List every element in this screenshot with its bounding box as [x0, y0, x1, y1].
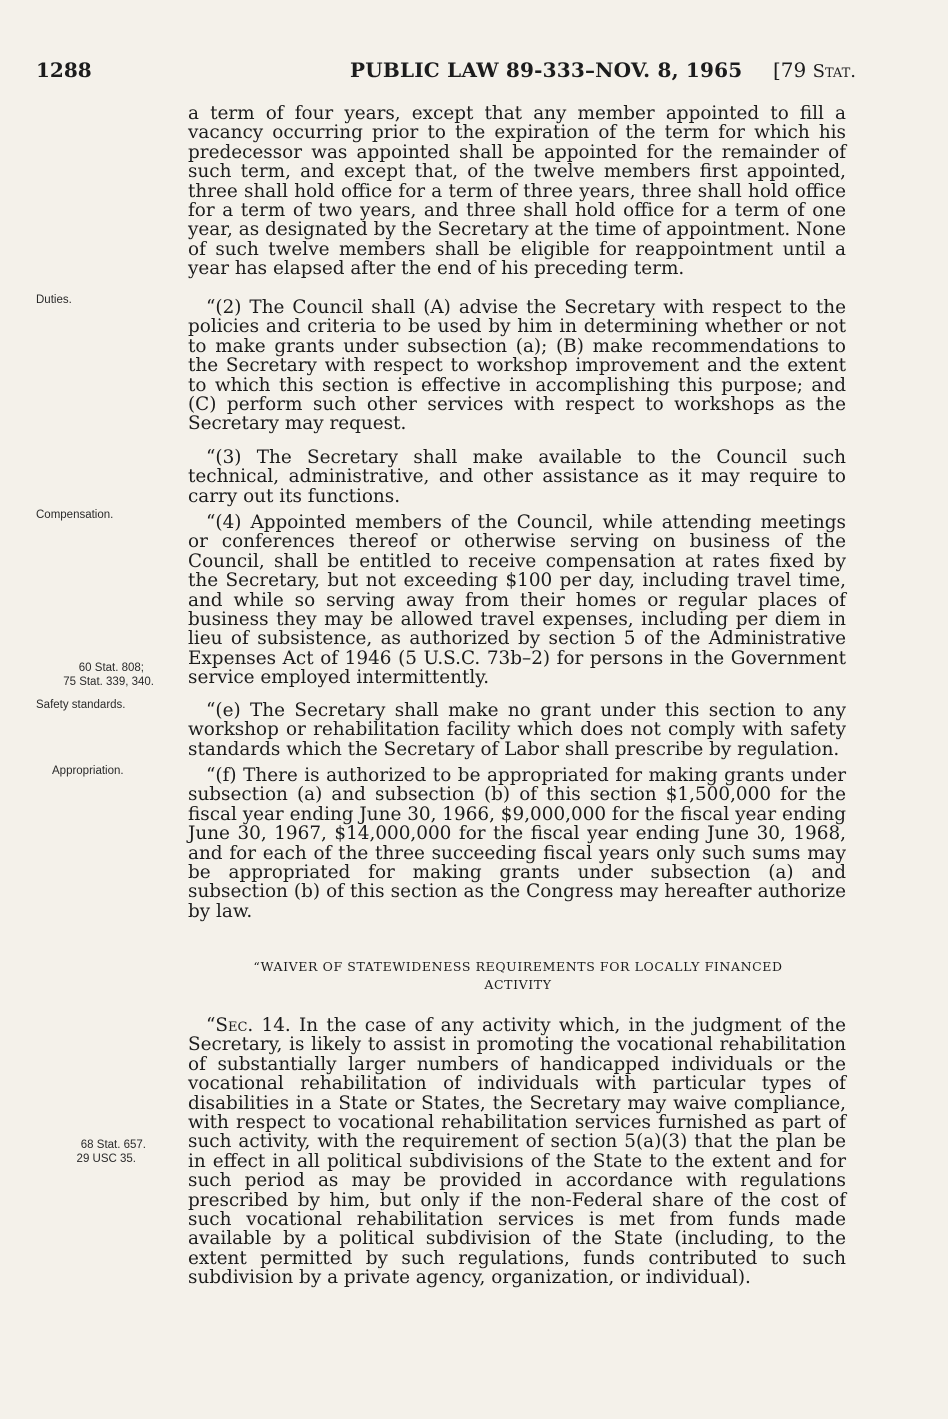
section-heading-line-1: “WAIVER OF STATEWIDENESS REQUIREMENTS FOR LOCALLY FINANCED — [253, 959, 783, 974]
running-head — [36, 58, 856, 86]
margin-note-compensation: Compensation. — [36, 509, 114, 521]
section-heading-line-2: ACTIVITY — [484, 977, 552, 992]
paragraph-safety-standards: “(e) The Secretary shall make no grant under this section to any workshop or rehabilitation facility which does not comply with safety standards which the Secretary of Labor shall prescribe by regulation. — [188, 700, 846, 760]
margin-note-citation-1b: 75 Stat. 339, 340. — [63, 676, 154, 688]
paragraph-compensation: “(4) Appointed members of the Council, while attending meetings or conferences thereof or otherwise serving on business of the Council, shall be entitled to receive compensation at rates fixed by the Secretary, but not exceeding $100 per day, including travel time, and while so serving away from their homes or regular places of business they may be allowed travel expenses, including per diem in lieu of subsistence, as authorized by section 5 of the Administrative Expenses Act of 1946 (5 U.S.C. 73b–2) for persons in the Government service employed intermittently. — [188, 512, 846, 689]
margin-note-duties: Duties. — [36, 294, 72, 306]
paragraph-council-assistance: “(3) The Secretary shall make available to the Council such technical, administrative, and other assistance as it may require to carry out its functions. — [188, 447, 846, 507]
statute-reference — [773, 58, 856, 82]
section-14-label: “Sec. 14. — [206, 1015, 291, 1036]
paragraph-council-duties: “(2) The Council shall (A) advise the Secretary with respect to the policies and criteria to be used by him in determining whether or not to make grants under subsection (a); (B) make recommendations to the Secretary with respect to workshop improvement and the extent to which this section is effective in accomplishing this purpose; and (C) perform such other services with respect to workshops as the Secretary may request. — [188, 297, 846, 435]
stat-bracket: [79 — [773, 58, 807, 82]
paragraph-section-14 — [188, 1016, 846, 1288]
public-law-title: PUBLIC LAW 89-333–NOV. 8, 1965 — [350, 58, 743, 82]
page-number: 1288 — [36, 58, 92, 82]
paragraph-appropriation: “(f) There is authorized to be appropriated for making grants under subsection (a) and subsection (b) of this section $1,500,000 for the fiscal year ending June 30, 1966, $9,000,000 for the fiscal year ending June 30, 1967, $14,000,000 for the fiscal year ending June 30, 1968, and for each of the three succeeding fiscal years only such sums may be appropriated for making grants under subsection (a) and subsection (b) of this section as the Congress may hereafter authorize by law. — [188, 765, 846, 922]
margin-note-citation-1a: 60 Stat. 808; — [78, 662, 144, 674]
margin-note-citation-2a: 68 Stat. 657. — [80, 1139, 146, 1151]
stat-label: Stat. — [812, 61, 856, 82]
margin-note-citation-2b: 29 USC 35. — [76, 1153, 136, 1165]
section-14-body: In the case of any activity which, in the judgment of the Secretary, is likely to assist in promoting the vocational rehabilitation of substantially larger numbers of handicapped individuals or the vocational rehabilitation of individuals with particular types of disabilities in a State or States, the Secretary may waive compliance, with respect to vocational rehabilitation services furnished as part of such activity, with the requirement of section 5(a)(3) that the plan be in effect in all political subdivisions of the State to the extent and for such period as may be provided in accordance with regulations prescribed by him, but only if the non-Federal share of the cost of such vocational rehabilitation services is met from funds made available by a political subdivision of the State (including, to the extent permitted by such regulations, funds contributed to such subdivision by a private agency, organization, or individual). — [188, 1015, 846, 1289]
paragraph-term-of-office: a term of four years, except that any member appointed to fill a vacancy occurring prior to the expiration of the term for which his predecessor was appointed shall be appointed for the remainder of such term, and except that, of the twelve members first appointed, three shall hold office for a term of three years, three shall hold office for a term of two years, and three shall hold office for a term of one year, as designated by the Secretary at the time of appointment. None of such twelve members shall be eligible for reappointment until a year has elapsed after the end of his preceding term. — [188, 103, 846, 280]
margin-note-appropriation: Appropriation. — [52, 765, 124, 777]
margin-note-safety: Safety standards. — [36, 699, 126, 711]
